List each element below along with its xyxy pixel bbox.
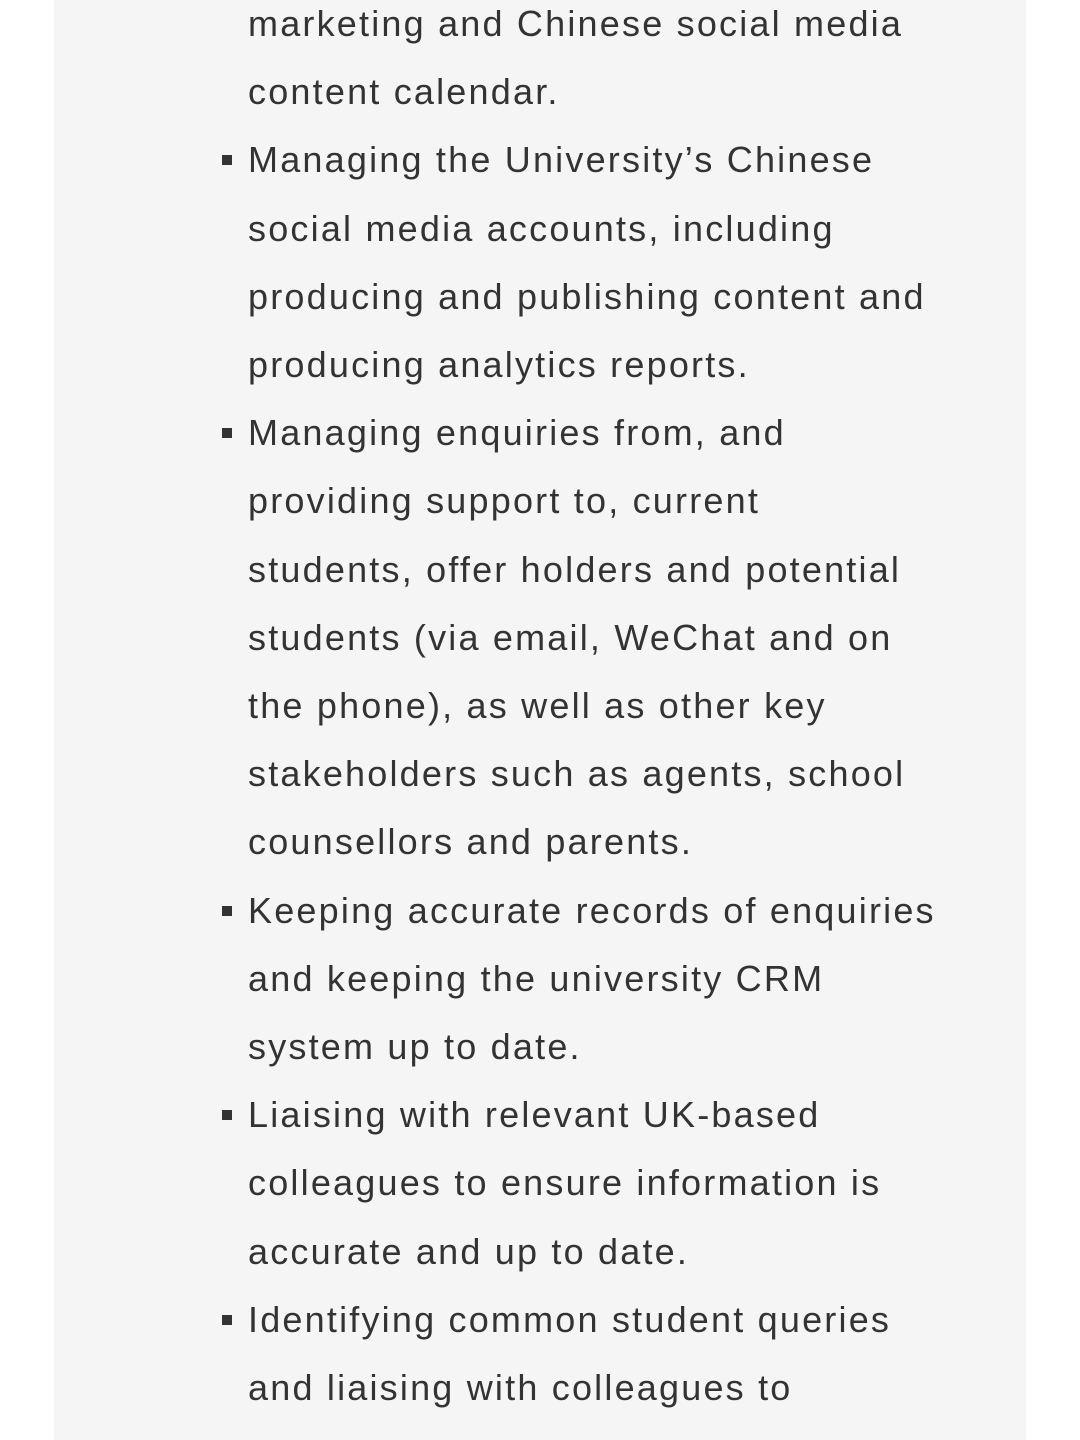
bullet-square-icon: [222, 428, 232, 438]
text-line: students, offer holders and potential: [248, 548, 902, 590]
text-line: and keeping the university CRM: [248, 957, 825, 999]
text-line: Liaising with relevant UK-based: [248, 1094, 821, 1136]
text-line: marketing and Chinese social media: [248, 3, 904, 44]
text-line: and liaising with colleagues to: [248, 1367, 793, 1409]
bullet-square-icon: [222, 155, 232, 165]
list-item-text: [248, 126, 1026, 399]
list-item-text: [248, 877, 1026, 1082]
text-line: Managing the University’s Chinese: [248, 139, 875, 181]
list-item-text: [248, 1081, 1026, 1286]
bullet-square-icon: [222, 1110, 232, 1120]
text-line: Identifying common student queries: [248, 1298, 892, 1340]
bullet-square-icon: [222, 1315, 232, 1325]
text-line: producing and publishing content and: [248, 275, 926, 317]
text-line: providing support to, current: [248, 480, 761, 522]
text-line: Keeping accurate records of enquiries: [248, 889, 936, 931]
text-line: the phone), as well as other key: [248, 685, 827, 727]
list-item-continued: [54, 0, 1026, 126]
job-description-text: [54, 0, 1026, 1422]
text-line: stakeholders such as agents, school: [248, 753, 906, 795]
list-item-text: [248, 399, 1026, 876]
text-line: students (via email, WeChat and on: [248, 616, 893, 658]
text-line: counsellors and parents.: [248, 821, 694, 863]
text-line: Managing enquiries from, and: [248, 412, 786, 454]
text-line: system up to date.: [248, 1026, 582, 1068]
responsibilities-list: [54, 0, 1026, 1422]
list-item: [54, 126, 1026, 399]
text-line: accurate and up to date.: [248, 1230, 690, 1272]
content-panel: [54, 0, 1026, 1440]
list-item: [54, 877, 1026, 1082]
list-item-text: [248, 0, 1026, 126]
text-line: content calendar.: [248, 71, 560, 113]
bullet-square-icon: [222, 906, 232, 916]
text-line: producing analytics reports.: [248, 344, 750, 386]
text-line: social media accounts, including: [248, 207, 835, 249]
list-item-text: [248, 1286, 1026, 1422]
text-line: colleagues to ensure information is: [248, 1162, 882, 1204]
list-item: [54, 399, 1026, 876]
list-item: [54, 1286, 1026, 1422]
list-item: [54, 1081, 1026, 1286]
